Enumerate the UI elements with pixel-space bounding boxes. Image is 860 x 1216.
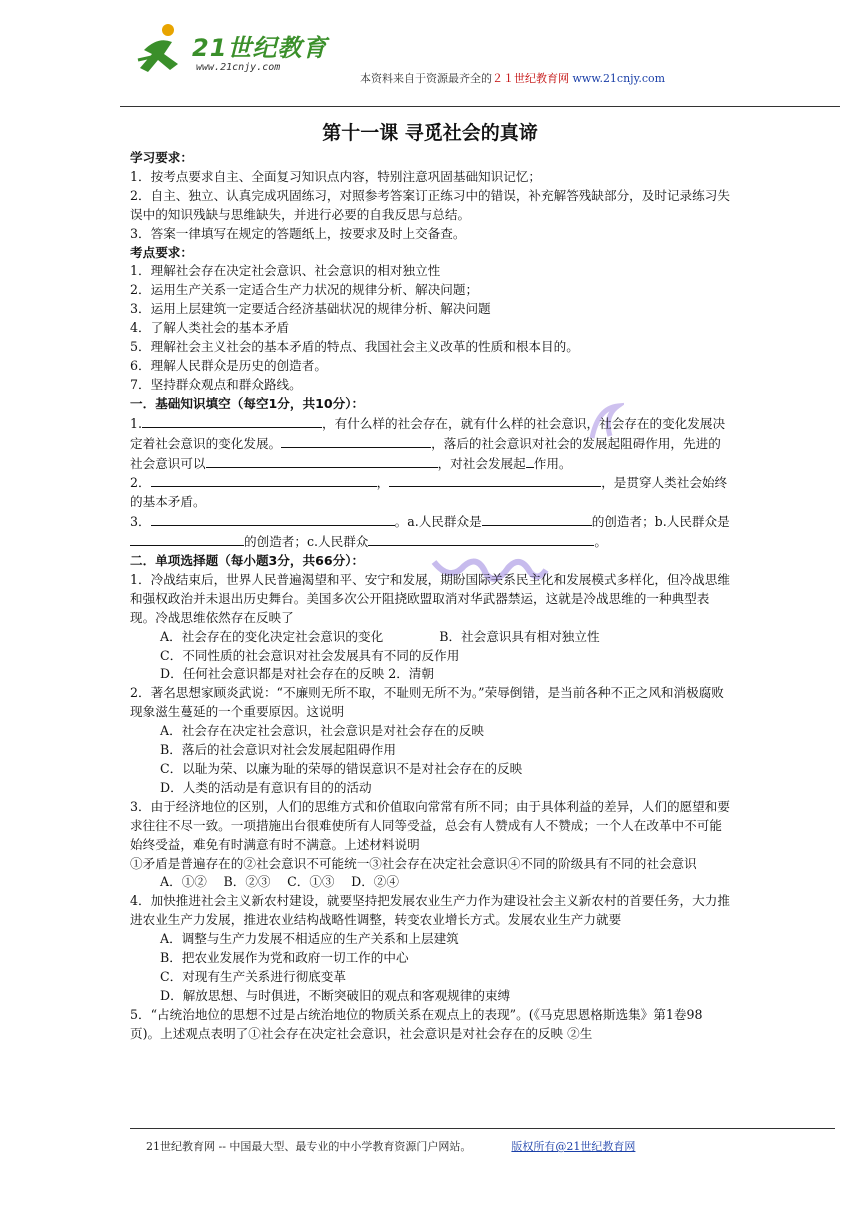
answer-blank[interactable] (142, 414, 322, 428)
section1-heading: 一．基础知识填空（每空1分，共10分）： (130, 395, 365, 411)
question-option[interactable]: A．社会存在决定社会意识，社会意识是对社会存在的反映 (160, 723, 484, 739)
exam-req-item: 6．理解人民群众是历史的创造者。 (130, 357, 327, 373)
answer-blank[interactable] (130, 532, 244, 546)
exam-req-item: 5．理解社会主义社会的基本矛盾的特点、我国社会主义改革的性质和根本目的。 (130, 339, 579, 355)
fill-q3-num: 3． (130, 514, 151, 530)
fill-q2-end: ，是贯穿人类社会始终的基本矛盾。 (130, 475, 728, 510)
runner-logo-icon (134, 20, 194, 80)
answer-blank[interactable] (368, 532, 594, 546)
page-footer (146, 1138, 635, 1154)
logo (134, 20, 334, 82)
study-req-item: 1．按考点要求自主、全面复习知识点内容，特别注意巩固基础知识记忆； (130, 168, 542, 184)
question-option[interactable]: D．解放思想、与时俱进，不断突破旧的观点和客观规律的束缚 (160, 987, 511, 1003)
header-note (360, 70, 665, 86)
question-option[interactable]: B．落后的社会意识对社会发展起阻碍作用 (160, 742, 396, 758)
question-option[interactable]: D．人类的活动是有意识有目的的活动 (160, 779, 372, 795)
header-note-brand: ２１世纪教育网 (492, 72, 569, 85)
answer-blank[interactable] (281, 434, 431, 448)
question-stem: 4．加快推进社会主义新农村建设，就要坚持把发展农业生产力作为建设社会主义新农村的首要任务，大力推进农业生产力发展，推进农业结构战略性调整，转变农业增长方式。发展农业生产力就要 (130, 893, 730, 928)
exam-req-item: 4．了解人类社会的基本矛盾 (130, 320, 290, 336)
fill-q1-text-d: 作用。 (533, 455, 572, 471)
question-stem: 3．由于经济地位的区别，人们的思维方式和价值取向常常有所不同；由于具体利益的差异，人们的愿望和要求往往不尽一致。一项措施出台很难使所有人同等受益，总会有人赞成有人不赞成；一个人在改革中不可能始终受益，难免有时满意有时不满意。上述材料说明 (130, 798, 730, 852)
question-option[interactable]: B．把农业发展作为党和政府一切工作的中心 (160, 950, 409, 966)
answer-blank[interactable] (151, 512, 395, 526)
fill-q3-text-a: 。a.人民群众是 (394, 514, 482, 530)
fill-q1 (130, 414, 730, 474)
footer-copyright-link[interactable]: 版权所有@21世纪教育网 (511, 1140, 636, 1153)
logo-url: www.21cnjy.com (196, 62, 281, 73)
fill-q2 (130, 473, 730, 512)
study-req-heading: 学习要求： (130, 150, 193, 165)
fill-q3 (130, 512, 730, 552)
page-title: 第十一课 寻觅社会的真谛 (322, 122, 538, 144)
logo-text: 21世纪教育 (192, 34, 328, 62)
question-option[interactable]: C．对现有生产关系进行彻底变革 (160, 968, 346, 984)
question-option[interactable]: A．社会存在的变化决定社会意识的变化 (160, 628, 384, 644)
fill-q1-num: 1. (130, 415, 143, 431)
question-option[interactable]: C．以耻为荣、以廉为耻的荣辱的错误意识不是对社会存在的反映 (160, 761, 523, 776)
question-option[interactable]: A．①② B．②③ C．①③ D．②④ (160, 874, 399, 890)
question-statements: ①矛盾是普遍存在的②社会意识不可能统一③社会存在决定社会意识④不同的阶级具有不同的社会意识 (130, 855, 697, 871)
question-stem: 2．著名思想家顾炎武说：“不廉则无所不取，不耻则无所不为。”荣辱倒错，是当前各种不正之风和消极腐败现象滋生蔓延的一个重要原因。这说明 (130, 685, 724, 720)
header-divider (120, 106, 840, 107)
study-req-item: 2．自主、独立、认真完成巩固练习，对照参考答案订正练习中的错误，补充解答残缺部分，及时记录练习失误中的知识残缺与思维缺失，并进行必要的自我反思与总结。 (130, 187, 730, 222)
fill-q2-sep: ， (376, 475, 390, 491)
exam-req-item: 3．运用上层建筑一定要适合经济基础状况的规律分析、解决问题 (130, 301, 491, 317)
study-req-item: 3．答案一律填写在规定的答题纸上，按要求及时上交备查。 (130, 225, 466, 241)
exam-req-item: 7．坚持群众观点和群众路线。 (130, 376, 302, 392)
fill-q2-num: 2． (130, 475, 151, 491)
footer-text: 21世纪教育网 -- 中国最大型、最专业的中小学教育资源门户网站。 (146, 1140, 472, 1153)
answer-blank[interactable] (151, 473, 377, 487)
document-body (130, 149, 730, 1044)
fill-q3-text-c: 的创造者；c.人民群众 (244, 534, 369, 550)
question-stem: 5．“占统治地位的思想不过是占统治地位的物质关系在观点上的表现”。(《马克思恩格斯选集》第1卷98页)。上述观点表明了①社会存在决定社会意识，社会意识是对社会存在的反映 ②生 (130, 1006, 703, 1041)
section2-heading: 二．单项选择题（每小题3分，共66分）： (130, 553, 365, 569)
header-note-url[interactable]: www.21cnjy.com (572, 72, 666, 85)
fill-q3-text-d: 。 (594, 534, 607, 550)
footer-divider (130, 1128, 835, 1129)
question-option-row (130, 628, 730, 647)
question-option[interactable]: C．不同性质的社会意识对社会发展具有不同的反作用 (160, 647, 460, 663)
fill-q3-text-b: 的创造者；b.人民群众是 (591, 514, 730, 530)
fill-q1-text-c: ，对社会发展起 (437, 455, 526, 471)
answer-blank[interactable] (206, 454, 438, 468)
fill-q1-text-b: ，落后的社会意识对社会的发展起阻碍作用，先进的社会意识可以 (130, 435, 721, 471)
answer-blank[interactable] (526, 454, 534, 468)
exam-req-item: 2．运用生产关系一定适合生产力状况的规律分析、解决问题； (130, 282, 479, 298)
answer-blank[interactable] (389, 473, 601, 487)
question-option[interactable]: B．社会意识具有相对独立性 (439, 628, 600, 644)
exam-req-item: 1．理解社会存在决定社会意识、社会意识的相对独立性 (130, 263, 441, 279)
exam-req-heading: 考点要求： (130, 244, 193, 260)
header-note-prefix: 本资料来自于资源最齐全的 (360, 72, 492, 85)
page-header (120, 20, 840, 88)
fill-q1-text-a: ，有什么样的社会存在，就有什么样的社会意识，社会存在的变化发展决定着社会意识的变化发展。 (130, 415, 726, 451)
answer-blank[interactable] (482, 512, 592, 526)
question-stem: 1．冷战结束后，世界人民普遍渴望和平、安宁和发展，期盼国际关系民主化和发展模式多样化，但冷战思维和强权政治并未退出历史舞台。美国多次公开阻挠欧盟取消对华武器禁运，这就是冷战思维的一种典型表现。冷战思维依然存在反映了 (130, 571, 730, 625)
question-option[interactable]: D．任何社会意识都是对社会存在的反映 2．清朝 (160, 666, 434, 682)
question-option[interactable]: A．调整与生产力发展不相适应的生产关系和上层建筑 (160, 931, 459, 947)
